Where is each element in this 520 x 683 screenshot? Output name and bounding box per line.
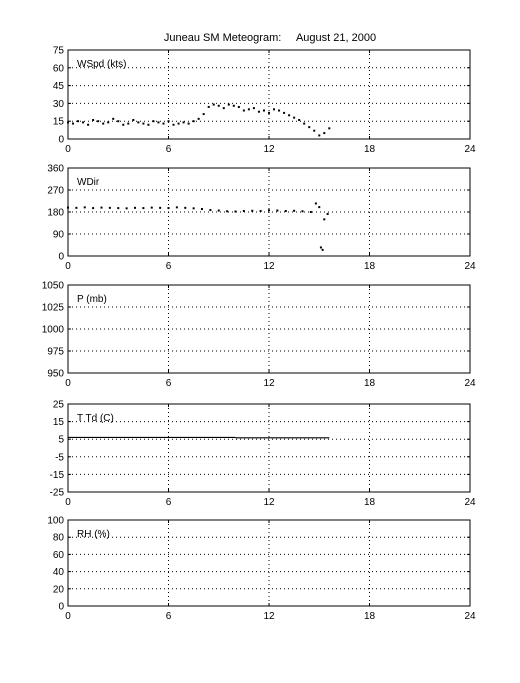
data-point — [178, 123, 180, 125]
y-tick-label: 975 — [47, 346, 64, 358]
data-point — [328, 127, 330, 129]
panel-label: WDir — [77, 177, 100, 188]
data-point — [92, 207, 94, 209]
data-point — [157, 121, 159, 123]
y-tick-label: 15 — [52, 417, 64, 429]
data-point — [218, 210, 220, 212]
y-tick-label: 5 — [58, 434, 64, 446]
x-tick-label: 12 — [263, 261, 275, 272]
x-tick-label: 12 — [263, 611, 275, 622]
data-point — [310, 211, 312, 213]
data-point — [223, 107, 225, 109]
data-point — [117, 120, 119, 122]
x-tick-label: 18 — [363, 611, 376, 622]
data-point — [258, 111, 260, 113]
x-tick-label: 6 — [165, 611, 172, 622]
y-tick-label: 950 — [47, 368, 64, 380]
x-tick-label: 12 — [263, 378, 275, 389]
figure-title: Juneau SM Meteogram: August 21, 2000 — [163, 32, 377, 44]
y-tick-label: 15 — [52, 116, 64, 128]
data-point — [126, 207, 128, 209]
data-point — [208, 106, 210, 108]
y-tick-label: 40 — [52, 567, 64, 579]
data-point — [303, 123, 305, 125]
x-tick-label: 24 — [464, 144, 476, 155]
data-point — [278, 110, 280, 112]
data-point — [293, 117, 295, 119]
data-point — [184, 207, 186, 209]
data-point — [263, 110, 265, 112]
x-tick-label: 0 — [65, 378, 71, 389]
data-point — [127, 123, 129, 125]
x-tick-label: 24 — [464, 611, 476, 622]
x-tick-label: 24 — [464, 261, 476, 272]
data-point — [201, 208, 203, 210]
x-tick-label: 18 — [363, 261, 376, 272]
data-point — [134, 207, 136, 209]
x-tick-label: 0 — [65, 497, 71, 508]
data-point — [162, 123, 164, 125]
panel-label: T Td (C) — [77, 413, 114, 424]
data-point — [75, 207, 77, 209]
panel-2 — [47, 164, 476, 273]
x-tick-label: 0 — [65, 261, 71, 272]
data-point — [151, 207, 153, 209]
data-point — [122, 124, 124, 126]
data-point — [72, 123, 74, 125]
data-point — [298, 119, 300, 121]
panel-5 — [47, 516, 476, 623]
data-point — [323, 132, 325, 134]
data-point — [283, 112, 285, 114]
data-point — [226, 210, 228, 212]
data-point — [318, 206, 320, 208]
y-tick-label: 1050 — [41, 280, 64, 292]
data-point — [67, 207, 69, 209]
y-tick-label: -5 — [55, 452, 64, 464]
data-point — [142, 123, 144, 125]
data-point — [203, 113, 205, 115]
x-tick-label: 6 — [165, 261, 172, 272]
data-point — [253, 107, 255, 109]
data-point — [67, 121, 69, 123]
data-point — [308, 126, 310, 128]
data-point — [209, 209, 211, 211]
data-point — [168, 207, 170, 209]
data-point — [188, 123, 190, 125]
data-point — [320, 246, 322, 248]
data-point — [82, 121, 84, 123]
data-point — [323, 218, 325, 220]
y-tick-label: 270 — [47, 185, 64, 197]
data-point — [198, 118, 200, 120]
data-point — [235, 211, 237, 213]
data-point — [92, 119, 94, 121]
y-tick-label: -15 — [49, 469, 64, 481]
data-point — [322, 249, 324, 251]
data-point — [315, 202, 317, 204]
y-tick-label: -25 — [49, 487, 64, 499]
y-tick-label: 0 — [58, 251, 64, 263]
y-tick-label: 100 — [47, 515, 64, 527]
data-point — [176, 206, 178, 208]
panel-label: P (mb) — [77, 294, 107, 305]
data-point — [193, 120, 195, 122]
x-tick-label: 18 — [363, 144, 376, 155]
y-tick-label: 20 — [52, 584, 64, 596]
data-point — [84, 206, 86, 208]
data-point — [107, 121, 109, 123]
y-tick-label: 0 — [58, 601, 64, 613]
data-point — [132, 119, 134, 121]
data-point — [147, 124, 149, 126]
y-tick-label: 0 — [58, 134, 64, 146]
y-tick-label: 1025 — [41, 302, 64, 314]
data-point — [273, 108, 275, 110]
data-point — [137, 121, 139, 123]
data-point — [288, 114, 290, 116]
data-point — [251, 210, 253, 212]
data-point — [243, 210, 245, 212]
y-tick-label: 360 — [47, 163, 64, 175]
data-point — [313, 130, 315, 132]
x-tick-label: 24 — [464, 378, 476, 389]
x-tick-label: 0 — [65, 611, 71, 622]
data-point — [213, 104, 215, 106]
panel-1 — [53, 46, 476, 156]
data-point — [152, 120, 154, 122]
data-point — [260, 210, 262, 212]
data-point — [233, 105, 235, 107]
data-point — [159, 207, 161, 209]
y-tick-label: 45 — [52, 81, 64, 93]
panel-3 — [42, 281, 476, 390]
y-tick-label: 90 — [52, 229, 64, 241]
data-point — [142, 207, 144, 209]
data-point — [102, 123, 104, 125]
data-point — [183, 121, 185, 123]
y-tick-label: 75 — [52, 45, 64, 57]
x-tick-label: 24 — [464, 497, 476, 508]
data-point — [193, 207, 195, 209]
data-point — [293, 210, 295, 212]
y-tick-label: 30 — [52, 98, 64, 110]
data-point — [112, 118, 114, 120]
data-point — [109, 207, 111, 209]
data-point — [285, 210, 287, 212]
data-point — [268, 112, 270, 114]
panel-label: RH (%) — [77, 529, 110, 540]
data-point — [218, 105, 220, 107]
x-tick-label: 18 — [363, 378, 376, 389]
x-tick-label: 12 — [263, 497, 275, 508]
y-tick-label: 1000 — [41, 324, 64, 336]
y-tick-label: 80 — [52, 532, 64, 544]
data-point — [243, 110, 245, 112]
data-point — [248, 108, 250, 110]
x-tick-label: 6 — [165, 497, 172, 508]
x-tick-label: 6 — [165, 144, 172, 155]
data-point — [318, 134, 320, 136]
y-tick-label: 25 — [52, 399, 64, 411]
x-tick-label: 12 — [263, 144, 275, 155]
data-point — [168, 120, 170, 122]
data-point — [87, 124, 89, 126]
data-point — [117, 207, 119, 209]
panel-4 — [50, 400, 476, 509]
x-tick-label: 0 — [65, 144, 71, 155]
data-point — [327, 213, 329, 215]
y-tick-label: 60 — [52, 549, 64, 561]
data-point — [77, 120, 79, 122]
y-tick-label: 60 — [52, 63, 64, 75]
data-point — [268, 209, 270, 211]
y-tick-label: 180 — [47, 207, 64, 219]
panel-label: WSpd (kts) — [77, 59, 127, 70]
data-point — [302, 210, 304, 212]
data-point — [276, 210, 278, 212]
data-point — [238, 106, 240, 108]
data-point — [101, 207, 103, 209]
data-point — [173, 124, 175, 126]
x-tick-label: 6 — [165, 378, 172, 389]
data-point — [228, 104, 230, 106]
x-tick-label: 18 — [363, 497, 376, 508]
data-point — [97, 120, 99, 122]
